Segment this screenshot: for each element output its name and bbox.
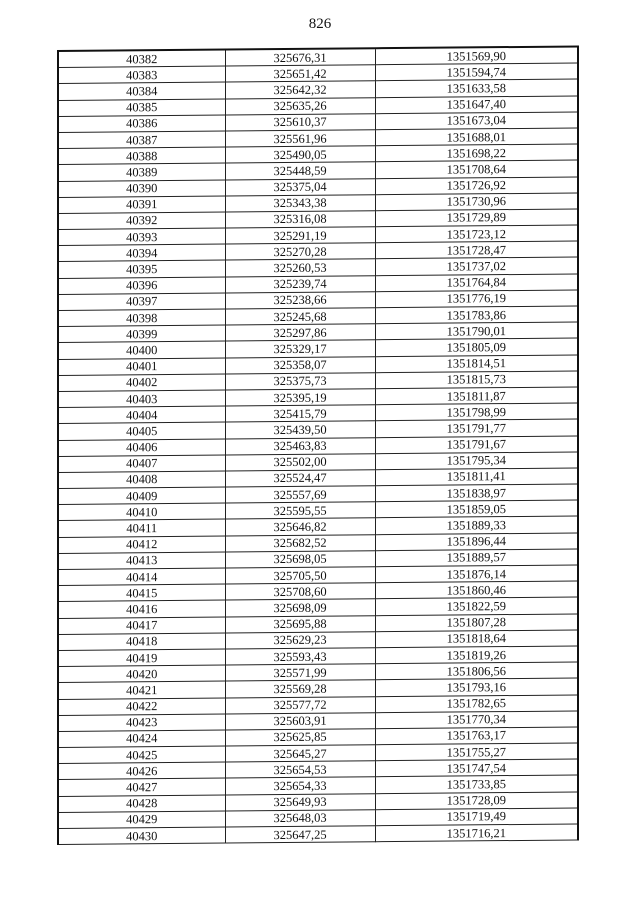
point-number-cell: 40422 bbox=[58, 698, 225, 716]
point-number-cell: 40413 bbox=[58, 552, 225, 570]
x-coordinate-cell: 325260,53 bbox=[225, 259, 375, 276]
x-coordinate-cell: 325569,28 bbox=[225, 680, 375, 697]
point-number-cell: 40409 bbox=[58, 487, 225, 505]
y-coordinate-cell: 1351730,96 bbox=[375, 193, 578, 211]
x-coordinate-cell: 325358,07 bbox=[225, 356, 375, 373]
point-number-cell: 40396 bbox=[58, 277, 225, 295]
y-coordinate-cell: 1351807,28 bbox=[375, 614, 578, 632]
y-coordinate-cell: 1351723,12 bbox=[375, 225, 578, 243]
point-number-cell: 40397 bbox=[58, 293, 225, 311]
y-coordinate-cell: 1351896,44 bbox=[375, 533, 578, 551]
point-number-cell: 40402 bbox=[58, 374, 225, 392]
coordinates-table-body bbox=[58, 46, 578, 844]
x-coordinate-cell: 325577,72 bbox=[225, 696, 375, 713]
table-row bbox=[58, 824, 578, 845]
point-number-cell: 40398 bbox=[58, 309, 225, 327]
y-coordinate-cell: 1351688,01 bbox=[375, 128, 578, 146]
point-number-cell: 40411 bbox=[58, 519, 225, 537]
point-number-cell: 40384 bbox=[58, 82, 225, 100]
x-coordinate-cell: 325375,73 bbox=[225, 372, 375, 389]
x-coordinate-cell: 325625,85 bbox=[225, 729, 375, 746]
x-coordinate-cell: 325238,66 bbox=[225, 292, 375, 309]
point-number-cell: 40400 bbox=[58, 341, 225, 359]
x-coordinate-cell: 325603,91 bbox=[225, 712, 375, 729]
x-coordinate-cell: 325676,31 bbox=[225, 48, 375, 66]
x-coordinate-cell: 325635,26 bbox=[225, 97, 375, 114]
x-coordinate-cell: 325561,96 bbox=[225, 130, 375, 147]
coordinates-table bbox=[57, 45, 579, 845]
x-coordinate-cell: 325649,93 bbox=[225, 793, 375, 810]
point-number-cell: 40386 bbox=[58, 115, 225, 133]
x-coordinate-cell: 325708,60 bbox=[225, 583, 375, 600]
x-coordinate-cell: 325557,69 bbox=[225, 486, 375, 503]
point-number-cell: 40429 bbox=[58, 811, 225, 829]
point-number-cell: 40414 bbox=[58, 568, 225, 586]
point-number-cell: 40385 bbox=[58, 99, 225, 117]
x-coordinate-cell: 325343,38 bbox=[225, 194, 375, 211]
point-number-cell: 40407 bbox=[58, 455, 225, 473]
y-coordinate-cell: 1351805,09 bbox=[375, 338, 578, 356]
point-number-cell: 40424 bbox=[58, 730, 225, 748]
point-number-cell: 40382 bbox=[58, 50, 225, 68]
y-coordinate-cell: 1351822,59 bbox=[375, 597, 578, 615]
y-coordinate-cell: 1351716,21 bbox=[375, 824, 578, 842]
y-coordinate-cell: 1351791,77 bbox=[375, 419, 578, 437]
y-coordinate-cell: 1351790,01 bbox=[375, 322, 578, 340]
y-coordinate-cell: 1351755,27 bbox=[375, 743, 578, 761]
point-number-cell: 40410 bbox=[58, 503, 225, 521]
point-number-cell: 40423 bbox=[58, 714, 225, 732]
point-number-cell: 40421 bbox=[58, 681, 225, 699]
y-coordinate-cell: 1351633,58 bbox=[375, 79, 578, 97]
x-coordinate-cell: 325524,47 bbox=[225, 470, 375, 487]
x-coordinate-cell: 325698,09 bbox=[225, 599, 375, 616]
y-coordinate-cell: 1351859,05 bbox=[375, 500, 578, 518]
point-number-cell: 40391 bbox=[58, 196, 225, 214]
y-coordinate-cell: 1351782,65 bbox=[375, 694, 578, 712]
point-number-cell: 40428 bbox=[58, 795, 225, 813]
y-coordinate-cell: 1351698,22 bbox=[375, 144, 578, 162]
x-coordinate-cell: 325329,17 bbox=[225, 340, 375, 357]
x-coordinate-cell: 325647,25 bbox=[225, 826, 375, 843]
point-number-cell: 40430 bbox=[58, 827, 225, 845]
point-number-cell: 40416 bbox=[58, 600, 225, 618]
y-coordinate-cell: 1351819,26 bbox=[375, 646, 578, 664]
point-number-cell: 40412 bbox=[58, 536, 225, 554]
point-number-cell: 40418 bbox=[58, 633, 225, 651]
point-number-cell: 40389 bbox=[58, 163, 225, 181]
y-coordinate-cell: 1351860,46 bbox=[375, 581, 578, 599]
y-coordinate-cell: 1351647,40 bbox=[375, 96, 578, 114]
x-coordinate-cell: 325645,27 bbox=[225, 745, 375, 762]
x-coordinate-cell: 325682,52 bbox=[225, 534, 375, 551]
y-coordinate-cell: 1351594,74 bbox=[375, 63, 578, 81]
point-number-cell: 40387 bbox=[58, 131, 225, 149]
point-number-cell: 40426 bbox=[58, 762, 225, 780]
y-coordinate-cell: 1351791,67 bbox=[375, 435, 578, 453]
x-coordinate-cell: 325395,19 bbox=[225, 389, 375, 406]
y-coordinate-cell: 1351815,73 bbox=[375, 371, 578, 389]
x-coordinate-cell: 325316,08 bbox=[225, 211, 375, 228]
y-coordinate-cell: 1351814,51 bbox=[375, 355, 578, 373]
y-coordinate-cell: 1351763,17 bbox=[375, 727, 578, 745]
x-coordinate-cell: 325642,32 bbox=[225, 81, 375, 98]
point-number-cell: 40388 bbox=[58, 147, 225, 165]
x-coordinate-cell: 325595,55 bbox=[225, 502, 375, 519]
x-coordinate-cell: 325695,88 bbox=[225, 615, 375, 632]
point-number-cell: 40399 bbox=[58, 325, 225, 343]
point-number-cell: 40392 bbox=[58, 212, 225, 230]
point-number-cell: 40393 bbox=[58, 228, 225, 246]
point-number-cell: 40408 bbox=[58, 471, 225, 489]
y-coordinate-cell: 1351728,09 bbox=[375, 792, 578, 810]
y-coordinate-cell: 1351793,16 bbox=[375, 678, 578, 696]
y-coordinate-cell: 1351811,87 bbox=[375, 387, 578, 405]
x-coordinate-cell: 325448,59 bbox=[225, 162, 375, 179]
point-number-cell: 40420 bbox=[58, 665, 225, 683]
point-number-cell: 40403 bbox=[58, 390, 225, 408]
y-coordinate-cell: 1351889,57 bbox=[375, 549, 578, 567]
point-number-cell: 40427 bbox=[58, 778, 225, 796]
y-coordinate-cell: 1351737,02 bbox=[375, 257, 578, 275]
x-coordinate-cell: 325463,83 bbox=[225, 437, 375, 454]
y-coordinate-cell: 1351811,41 bbox=[375, 468, 578, 486]
point-number-cell: 40401 bbox=[58, 358, 225, 376]
x-coordinate-cell: 325629,23 bbox=[225, 631, 375, 648]
x-coordinate-cell: 325705,50 bbox=[225, 567, 375, 584]
y-coordinate-cell: 1351726,92 bbox=[375, 176, 578, 194]
x-coordinate-cell: 325439,50 bbox=[225, 421, 375, 438]
x-coordinate-cell: 325646,82 bbox=[225, 518, 375, 535]
y-coordinate-cell: 1351733,85 bbox=[375, 775, 578, 793]
point-number-cell: 40394 bbox=[58, 244, 225, 262]
y-coordinate-cell: 1351673,04 bbox=[375, 112, 578, 130]
y-coordinate-cell: 1351569,90 bbox=[375, 46, 578, 64]
point-number-cell: 40419 bbox=[58, 649, 225, 667]
y-coordinate-cell: 1351747,54 bbox=[375, 759, 578, 777]
point-number-cell: 40390 bbox=[58, 180, 225, 198]
x-coordinate-cell: 325654,53 bbox=[225, 761, 375, 778]
y-coordinate-cell: 1351776,19 bbox=[375, 290, 578, 308]
point-number-cell: 40417 bbox=[58, 617, 225, 635]
point-number-cell: 40383 bbox=[58, 66, 225, 84]
y-coordinate-cell: 1351818,64 bbox=[375, 630, 578, 648]
x-coordinate-cell: 325415,79 bbox=[225, 405, 375, 422]
y-coordinate-cell: 1351719,49 bbox=[375, 808, 578, 826]
x-coordinate-cell: 325648,03 bbox=[225, 810, 375, 827]
y-coordinate-cell: 1351795,34 bbox=[375, 452, 578, 470]
x-coordinate-cell: 325245,68 bbox=[225, 308, 375, 325]
point-number-cell: 40395 bbox=[58, 260, 225, 278]
x-coordinate-cell: 325375,04 bbox=[225, 178, 375, 195]
y-coordinate-cell: 1351889,33 bbox=[375, 516, 578, 534]
x-coordinate-cell: 325610,37 bbox=[225, 113, 375, 130]
x-coordinate-cell: 325291,19 bbox=[225, 227, 375, 244]
x-coordinate-cell: 325651,42 bbox=[225, 65, 375, 82]
y-coordinate-cell: 1351806,56 bbox=[375, 662, 578, 680]
point-number-cell: 40415 bbox=[58, 584, 225, 602]
x-coordinate-cell: 325698,05 bbox=[225, 551, 375, 568]
x-coordinate-cell: 325239,74 bbox=[225, 275, 375, 292]
x-coordinate-cell: 325297,86 bbox=[225, 324, 375, 341]
y-coordinate-cell: 1351838,97 bbox=[375, 484, 578, 502]
y-coordinate-cell: 1351728,47 bbox=[375, 241, 578, 259]
y-coordinate-cell: 1351729,89 bbox=[375, 209, 578, 227]
y-coordinate-cell: 1351783,86 bbox=[375, 306, 578, 324]
y-coordinate-cell: 1351798,99 bbox=[375, 403, 578, 421]
point-number-cell: 40425 bbox=[58, 746, 225, 764]
x-coordinate-cell: 325270,28 bbox=[225, 243, 375, 260]
page-number: 826 bbox=[308, 16, 332, 32]
point-number-cell: 40406 bbox=[58, 439, 225, 457]
point-number-cell: 40404 bbox=[58, 406, 225, 424]
x-coordinate-cell: 325490,05 bbox=[225, 146, 375, 163]
point-number-cell: 40405 bbox=[58, 422, 225, 440]
y-coordinate-cell: 1351708,64 bbox=[375, 160, 578, 178]
x-coordinate-cell: 325571,99 bbox=[225, 664, 375, 681]
x-coordinate-cell: 325654,33 bbox=[225, 777, 375, 794]
x-coordinate-cell: 325593,43 bbox=[225, 648, 375, 665]
y-coordinate-cell: 1351764,84 bbox=[375, 274, 578, 292]
y-coordinate-cell: 1351876,14 bbox=[375, 565, 578, 583]
x-coordinate-cell: 325502,00 bbox=[225, 453, 375, 470]
y-coordinate-cell: 1351770,34 bbox=[375, 711, 578, 729]
